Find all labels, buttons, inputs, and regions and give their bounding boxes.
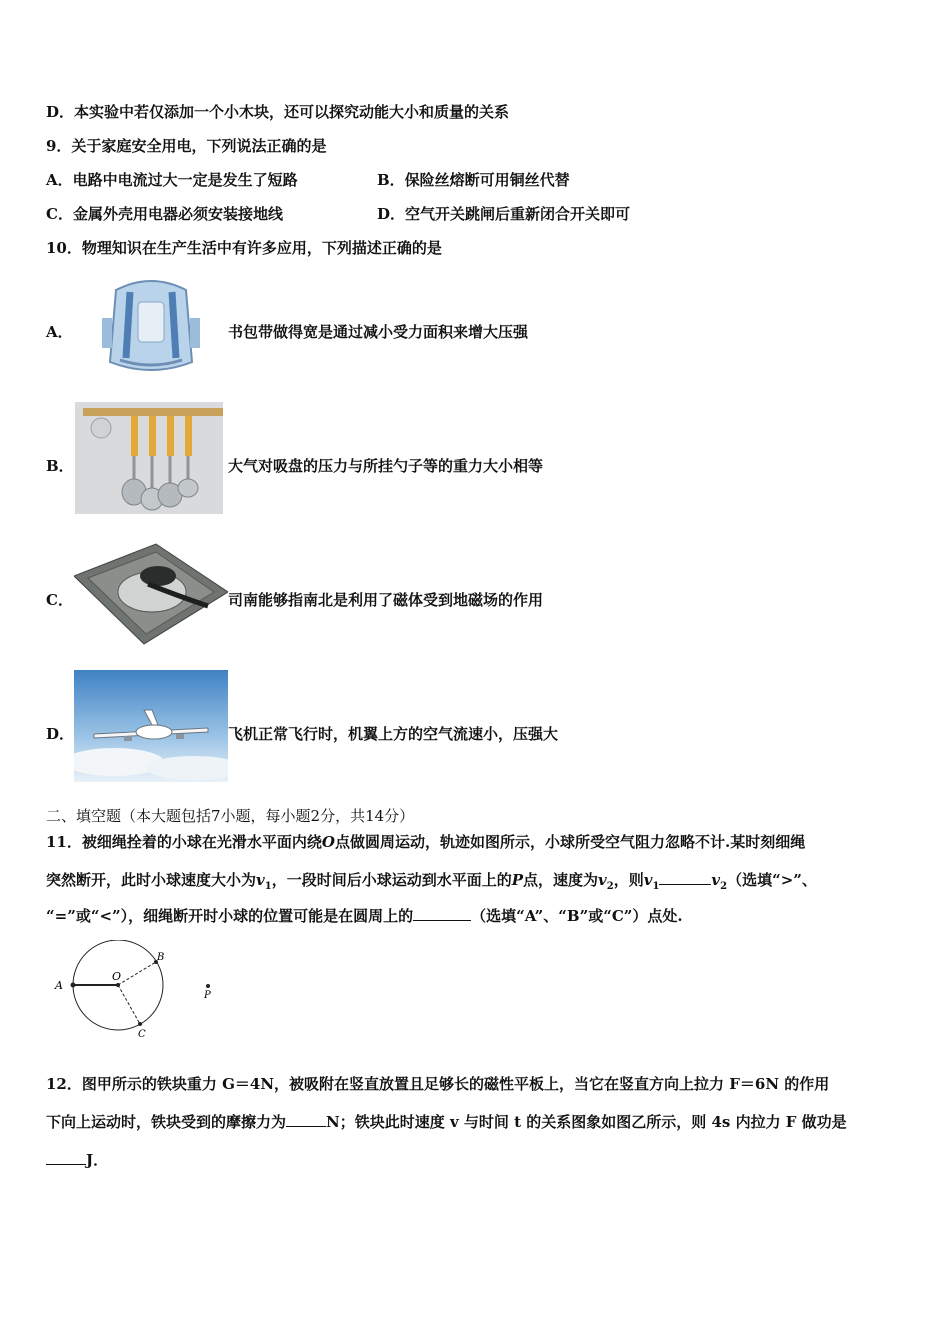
q11-blank-1[interactable] [659, 870, 711, 885]
q11-line2-b: ，一段时间后小球运动到水平面上的 [271, 871, 512, 889]
q10-option-b-label: B． [46, 457, 74, 475]
q9-option-c: C．金属外壳用电器必须安装接地线 [46, 205, 283, 223]
q10-option-d-text: 飞机正常飞行时，机翼上方的空气流速小，压强大 [228, 725, 559, 743]
q10-option-c-text: 司南能够指南北是利用了磁体受到地磁场的作用 [228, 591, 544, 609]
fig-label-p: P [204, 990, 211, 1001]
q11-sub-1b: 1 [652, 881, 660, 892]
q11-line1-a: 11．被细绳拴着的小球在光滑水平面内绕 [46, 833, 322, 851]
q11-sub-1: 1 [264, 881, 272, 892]
fig-label-o: O [112, 970, 122, 983]
q10-option-d-label: D． [46, 725, 75, 743]
q12-line3 [46, 1150, 108, 1170]
q12-line2-b: N；铁块此时速度 v 与时间 t 的关系图象如图乙所示，则 4s 内拉力 F 做功是 [326, 1113, 847, 1131]
q11-line2 [46, 870, 817, 897]
q11-line1-b: 点做圆周运动，轨迹如图所示，小球所受空气阻力忽略不计.某时刻细绳 [334, 833, 806, 851]
q11-var-o: O [321, 833, 335, 851]
q11-line2-d: ，则 [613, 871, 644, 889]
fig-label-c: C [138, 1029, 146, 1040]
q12-line2 [46, 1112, 847, 1132]
q12-line2-a: 下向上运动时，铁块受到的摩擦力为 [46, 1113, 287, 1131]
sinan-compass-image [74, 536, 228, 646]
q11-var-v1b: v [643, 871, 653, 889]
backpack-image [96, 272, 206, 378]
q10-option-b-text: 大气对吸盘的压力与所挂勺子等的重力大小相等 [228, 457, 544, 475]
q9-option-a: A．电路中电流过大一定是发生了短路 [46, 171, 298, 189]
q9-stem: 9．关于家庭安全用电，下列说法正确的是 [46, 137, 327, 155]
q9-option-b: B．保险丝熔断可用铜丝代替 [377, 171, 570, 189]
q11-var-v2: v [598, 871, 607, 889]
q10-stem: 10．物理知识在生产生活中有许多应用，下列描述正确的是 [46, 239, 442, 257]
suction-hook-ladles-image [75, 402, 223, 514]
q11-line2-e: （选填“>”、 [727, 871, 817, 889]
q9-option-d: D．空气开关跳闸后重新闭合开关即可 [377, 205, 631, 223]
q11-var-p: P [511, 871, 523, 889]
q8-option-d: D．本实验中若仅添加一个小木块，还可以探究动能大小和质量的关系 [46, 103, 510, 121]
fig-label-a: A [55, 979, 63, 992]
q11-blank-2[interactable] [413, 906, 471, 921]
q12-line1: 12．图甲所示的铁块重力 G＝4N，被吸附在竖直放置且足够长的磁性平板上，当它在竖直方向上拉力 F＝6N 的作用 [46, 1075, 830, 1093]
q10-option-a-text: 书包带做得宽是通过减小受力面积来增大压强 [228, 323, 529, 341]
q11-line1 [46, 832, 805, 852]
q10-option-c-label: C． [46, 591, 73, 609]
q11-sub-2: 2 [606, 881, 614, 892]
section2-heading: 二、填空题（本大题包括7小题，每小题2分，共14分） [46, 807, 415, 825]
q12-line3-text: J． [86, 1151, 109, 1169]
q10-option-a-label: A． [46, 323, 73, 341]
q12-blank-2[interactable] [46, 1150, 86, 1165]
q11-sub-2b: 2 [720, 881, 728, 892]
q11-var-v2b: v [711, 871, 721, 889]
q11-circle-figure [50, 940, 230, 1040]
q11-line3-a: “=”或“<”），细绳断开时小球的位置可能是在圆周上的 [46, 907, 414, 925]
q11-var-v1: v [256, 871, 265, 889]
q11-line3 [46, 906, 683, 926]
q12-blank-1[interactable] [286, 1112, 326, 1127]
fig-label-b: B [157, 952, 165, 963]
q11-line3-b: （选填“A”、“B”或“C”）点处. [471, 907, 683, 925]
q11-line2-c: 点，速度为 [523, 871, 599, 889]
airplane-image [74, 670, 228, 782]
q11-line2-a: 突然断开，此时小球速度大小为 [46, 871, 257, 889]
